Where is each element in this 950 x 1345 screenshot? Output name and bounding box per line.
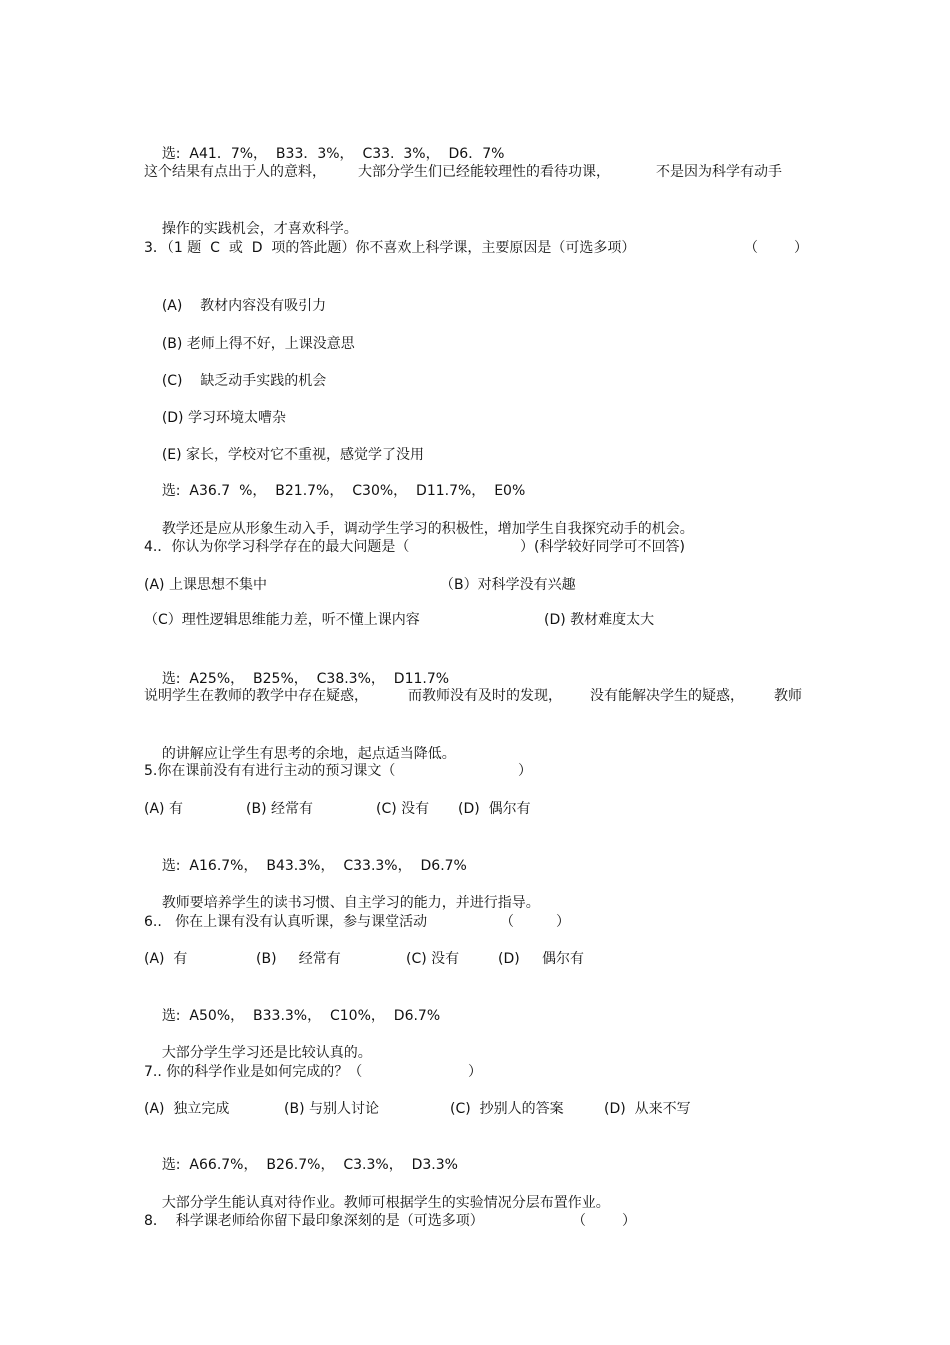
q7-comment-line (144, 1173, 610, 1211)
q5-option-c: (C) 没有 (376, 801, 430, 817)
q6-comment-text: 大部分学生学习还是比较认真的。 (161, 1045, 372, 1061)
q4-option-d: (D) 教材难度太大 (544, 612, 655, 628)
q3-comment-text: 教学还是应从形象生动入手，调动学生学习的积极性，增加学生自我探究动手的机会。 (161, 521, 694, 537)
q4-option-c: （C）理性逻辑思维能力差，听不懂上课内容 (144, 612, 420, 628)
q6-result-line (144, 986, 441, 1024)
q5-option-d: (D) 偶尔有 (458, 801, 531, 817)
q4-title-line (144, 537, 824, 557)
q3-option-d-text: (D) 学习环境太嘈杂 (161, 410, 286, 426)
q3-option-e-text: (E) 家长，学校对它不重视，感觉学了没用 (161, 447, 425, 463)
q6-title-part-a: 6.. 你在上课有没有认真听课，参与课堂活动 (144, 914, 428, 930)
q2-comment-part-c: 不是因为科学有动手 (656, 164, 782, 180)
q5-option-a: (A) 有 (144, 801, 183, 817)
q3-answer-paren-open: （ (744, 240, 758, 256)
q5-title-part-b: ） (518, 763, 532, 779)
q4-comment-line-2 (144, 724, 456, 762)
q3-option-c-text: (C) 缺乏动手实践的机会 (161, 373, 327, 389)
q5-comment-text: 教师要培养学生的读书习惯、自主学习的能力，并进行指导。 (161, 895, 540, 911)
q4-result-text: 选: A25%， B25%， C38.3%， D11.7% (161, 671, 450, 687)
q3-option-a (144, 276, 327, 314)
q4-option-b: （B）对科学没有兴趣 (440, 577, 576, 593)
q7-option-c: (C) 抄别人的答案 (450, 1101, 564, 1117)
q7-option-b: (B) 与别人讨论 (284, 1101, 379, 1117)
q7-option-d: (D) 从来不写 (604, 1101, 691, 1117)
q3-option-c (144, 351, 327, 389)
q3-option-a-text: (A) 教材内容没有吸引力 (161, 298, 327, 314)
q3-comment-line (144, 499, 694, 537)
q3-title-line (144, 238, 824, 258)
q4-comment-part-a: 说明学生在教师的教学中存在疑惑， (144, 688, 368, 704)
q5-option-b: (B) 经常有 (246, 801, 313, 817)
q3-option-b (144, 314, 355, 352)
q8-title: 8． 科学课老师给你留下最印象深刻的是（可选多项） (144, 1213, 484, 1229)
q6-option-d: (D) 偶尔有 (498, 951, 584, 967)
q4-result-line (144, 649, 450, 687)
q7-result-line (144, 1135, 458, 1173)
q6-result-text: 选: A50%， B33.3%， C10%， D6.7% (161, 1008, 441, 1024)
q6-title-part-c: ） (556, 914, 570, 930)
q8-answer-paren-close: ） (622, 1213, 636, 1229)
q8-title-line (144, 1211, 824, 1231)
q6-comment-line (144, 1023, 372, 1061)
q2-comment-part-a: 这个结果有点出于人的意料， (144, 164, 326, 180)
q6-options-line (144, 949, 824, 969)
q4-comment-part-e: 的讲解应让学生有思考的余地，起点适当降低。 (161, 746, 456, 762)
q5-result-line (144, 836, 467, 874)
q3-result-text: 选: A36.7 %， B21.7%， C30%， D11.7%， E0% (161, 483, 526, 499)
q7-title-part-b: ） (468, 1064, 482, 1080)
q5-result-text: 选: A16.7%， B43.3%， C33.3%， D6.7% (161, 858, 467, 874)
q4-title-part-b: ）(科学较好同学可不回答) (520, 539, 685, 555)
q8-answer-paren-open: （ (572, 1213, 586, 1229)
q3-title: 3．（1 题 C 或 D 项的答此题）你不喜欢上科学课，主要原因是（可选多项） (144, 240, 636, 256)
q2-result-text: 选: A41．7%， B33．3%， C33. 3%， D6．7% (161, 146, 505, 162)
q7-result-text: 选: A66.7%， B26.7%， C3.3%， D3.3% (161, 1157, 458, 1173)
q6-title-part-b: （ (500, 914, 514, 930)
q4-options-line-2 (144, 610, 824, 630)
q6-option-b: (B) 经常有 (256, 951, 341, 967)
q3-answer-paren-close: ） (794, 240, 808, 256)
q4-comment-part-b: 而教师没有及时的发现， (408, 688, 562, 704)
q4-comment-part-c: 没有能解决学生的疑惑， (590, 688, 744, 704)
q3-result-line (144, 461, 526, 499)
q5-title-line (144, 761, 824, 781)
q7-options-line (144, 1099, 824, 1119)
q5-comment-line (144, 873, 540, 911)
q5-options-line (144, 799, 824, 819)
q2-comment-line-2 (144, 199, 358, 237)
q6-option-c: (C) 没有 (406, 951, 460, 967)
q6-title-line (144, 912, 824, 932)
q7-title-part-a: 7.. 你的科学作业是如何完成的？（ (144, 1064, 363, 1080)
q4-title-part-a: 4.．你认为你学习科学存在的最大问题是（ (144, 539, 410, 555)
q2-comment-part-b: 大部分学生们已经能较理性的看待功课， (358, 164, 610, 180)
q2-result-line (144, 124, 505, 162)
q7-title-line (144, 1062, 824, 1082)
q2-comment-part-d: 操作的实践机会，才喜欢科学。 (161, 221, 358, 237)
q3-option-b-text: (B) 老师上得不好，上课没意思 (161, 336, 355, 352)
q6-option-a: (A) 有 (144, 951, 188, 967)
q7-comment-text: 大部分学生能认真对待作业。教师可根据学生的实验情况分层布置作业。 (161, 1195, 610, 1211)
q7-option-a: (A) 独立完成 (144, 1101, 230, 1117)
q3-option-e (144, 425, 425, 463)
q4-option-a: (A) 上课思想不集中 (144, 577, 267, 593)
q3-option-d (144, 388, 286, 426)
q5-title-part-a: 5.你在课前没有有进行主动的预习课文（ (144, 763, 396, 779)
q4-options-line-1 (144, 575, 824, 595)
q4-comment-line-1 (144, 686, 824, 706)
q2-comment-line-1 (144, 162, 824, 182)
q4-comment-part-d: 教师 (774, 688, 802, 704)
